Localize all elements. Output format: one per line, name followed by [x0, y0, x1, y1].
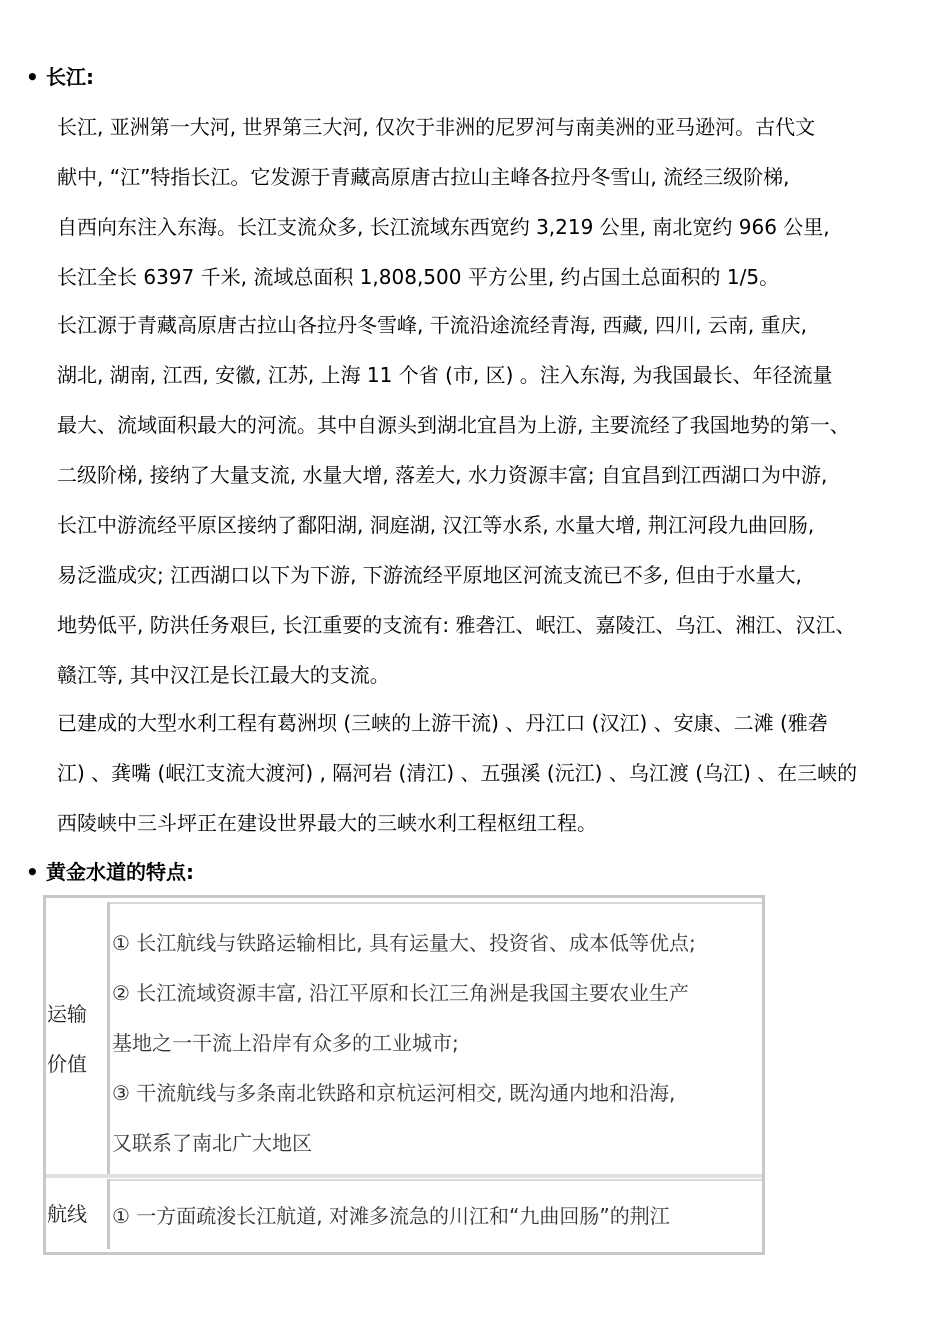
text-line: 长江中游流经平原区接纳了鄱阳湖, 洞庭湖, 汉江等水系, 水量大增, 荆江河段九曲回肠, [57, 513, 815, 537]
text-line: 已建成的大型水利工程有葛洲坝 (三峡的上游干流) 、丹江口 (汉江) 、安康、二滩 (雅砻 [57, 711, 828, 735]
row-label-line: 运输 [47, 1002, 87, 1026]
cell-line: ② 长江流域资源丰富, 沿江平原和长江三角洲是我国主要农业生产 [112, 981, 690, 1005]
row-content-cell [110, 1179, 762, 1249]
row-label-line: 航线 [47, 1202, 87, 1226]
paragraph-course [57, 300, 927, 700]
text-line: 长江全长 6397 千米, 流域总面积 1,808,500 平方公里, 约占国土总面积的 1/5。 [57, 265, 780, 289]
text-line: 最大、流域面积最大的河流。其中自源头到湖北宜昌为上游, 主要流经了我国地势的第一、 [57, 413, 850, 437]
cell-line: 基地之一干流上沿岸有众多的工业城市; [112, 1031, 459, 1055]
text-line: 长江源于青藏高原唐古拉山各拉丹冬雪峰, 干流沿途流经青海, 西藏, 四川, 云南, 重庆, [57, 313, 807, 337]
text-line: 赣江等, 其中汉江是长江最大的支流。 [57, 663, 390, 687]
features-table [43, 895, 765, 1255]
bullet: • [26, 860, 39, 884]
paragraph-projects [57, 698, 927, 848]
cell-line: ① 长江航线与铁路运输相比, 具有运量大、投资省、成本低等优点; [112, 931, 696, 955]
row-label-cell [46, 902, 110, 1176]
text-line: 易泛滥成灾; 江西湖口以下为下游, 下游流经平原地区河流支流已不多, 但由于水量大, [57, 563, 802, 587]
cell-line: 又联系了南北广大地区 [112, 1131, 312, 1155]
text-line: 二级阶梯, 接纳了大量支流, 水量大增, 落差大, 水力资源丰富; 自宜昌到江西湖口为中游, [57, 463, 828, 487]
row-label-cell [46, 1179, 110, 1249]
bullet: • [26, 65, 39, 89]
text-line: 江) 、龚嘴 (岷江支流大渡河) , 隔河岩 (清江) 、五强溪 (沅江) 、乌江渡 (乌江) 、在三峡的 [57, 761, 858, 785]
text-line: 西陵峡中三斗坪正在建设世界最大的三峡水利工程枢纽工程。 [57, 811, 597, 835]
row-divider [46, 1174, 762, 1178]
cell-line: ③ 干流航线与多条南北铁路和京杭运河相交, 既沟通内地和沿海, [112, 1081, 676, 1105]
text-line: 地势低平, 防洪任务艰巨, 长江重要的支流有: 雅砻江、岷江、嘉陵江、乌江、湘江、汉江、 [57, 613, 856, 637]
text-line: 长江, 亚洲第一大河, 世界第三大河, 仅次于非洲的尼罗河与南美洲的亚马逊河。古代文 [57, 115, 816, 139]
row-content-cell [110, 902, 762, 1176]
heading-text: 黄金水道的特点: [46, 860, 194, 884]
paragraph-intro [57, 102, 927, 302]
row-label-line: 价值 [47, 1052, 87, 1076]
heading-text: 长江: [46, 65, 94, 89]
section-heading-changjiang [26, 63, 94, 91]
table-row [46, 1179, 762, 1249]
text-line: 献中, “江”特指长江。它发源于青藏高原唐古拉山主峰各拉丹冬雪山, 流经三级阶梯, [57, 165, 790, 189]
text-line: 自西向东注入东海。长江支流众多, 长江流域东西宽约 3,219 公里, 南北宽约 966 公里, [57, 215, 830, 239]
section-heading-golden-waterway [26, 858, 194, 886]
table-row [46, 902, 762, 1176]
cell-line: ① 一方面疏浚长江航道, 对滩多流急的川江和“九曲回肠”的荆江 [112, 1204, 670, 1228]
text-line: 湖北, 湖南, 江西, 安徽, 江苏, 上海 11 个省 (市, 区) 。注入东海, 为我国最长、年径流量 [57, 363, 833, 387]
